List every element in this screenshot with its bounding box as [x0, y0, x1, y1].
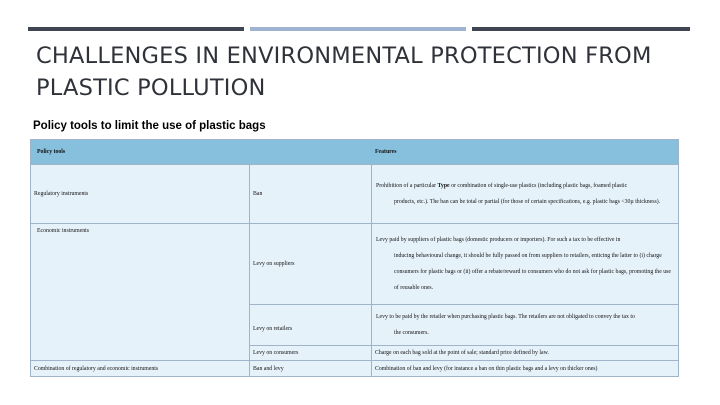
slide-title: [36, 40, 676, 104]
header-accent-bar-middle: [250, 27, 466, 31]
table-row: [31, 224, 679, 305]
feature-text: or combination of single-use plastics (including plastic bags, foamed plastic: [449, 183, 628, 189]
feature-emphasis: Type: [437, 183, 450, 189]
policy-tools-table: [30, 139, 679, 377]
feature-continuation: products, etc.). The ban can be total or partial (for those of certain specifications, e.g. plastic bags <30µ thickness).: [394, 199, 661, 205]
features-cell: [372, 165, 679, 224]
feature-text: Prohibition of a particular: [376, 183, 438, 189]
feature-text: Levy to be paid by the retailer when purchasing plastic bags. The retailers are not obligated to convey the tax to: [376, 314, 635, 320]
header-features: Features: [372, 140, 679, 165]
table-row: [31, 165, 679, 224]
feature-text: Levy paid by suppliers of plastic bags (domestic producers or importers). For such a tax to be effective in: [376, 237, 621, 243]
feature-continuation: inducing behavioural change, it should be fully passed on from suppliers to retailers, enticing the latter to (i) charge consumers for plastic bags or (ii) offer a rebate/reward to consumers who do not ask for plastic bags, promoting the use of reusable ones.: [394, 253, 671, 291]
tool-cell: Levy on consumers: [250, 346, 372, 361]
header-accent-bar-left: [28, 27, 244, 31]
header-policy-tools: Policy tools: [31, 140, 372, 165]
category-cell: Economic instruments: [31, 224, 250, 361]
features-cell: Combination of ban and levy (for instance a ban on thin plastic bags and a levy on thicker ones): [372, 361, 679, 377]
tool-cell: Levy on suppliers: [250, 224, 372, 305]
table-row: [31, 361, 679, 377]
tool-cell: Ban: [250, 165, 372, 224]
features-cell: Charge on each bag sold at the point of sale; standard price defined by law.: [372, 346, 679, 361]
tool-cell: Ban and levy: [250, 361, 372, 377]
features-cell: [372, 305, 679, 346]
table-caption: Policy tools to limit the use of plastic bags: [33, 120, 266, 132]
tool-cell: Levy on retailers: [250, 305, 372, 346]
slide-title-line-2: PLASTIC POLLUTION: [36, 75, 266, 101]
features-cell: [372, 224, 679, 305]
category-cell: Regulatory instruments: [31, 165, 250, 224]
slide-title-line-1: CHALLENGES IN ENVIRONMENTAL PROTECTION FROM: [36, 43, 652, 69]
feature-continuation: the consumers.: [394, 330, 429, 336]
table-header-row: [31, 140, 679, 165]
header-accent-bar-right: [472, 27, 690, 31]
category-cell: Combination of regulatory and economic instruments: [31, 361, 250, 377]
